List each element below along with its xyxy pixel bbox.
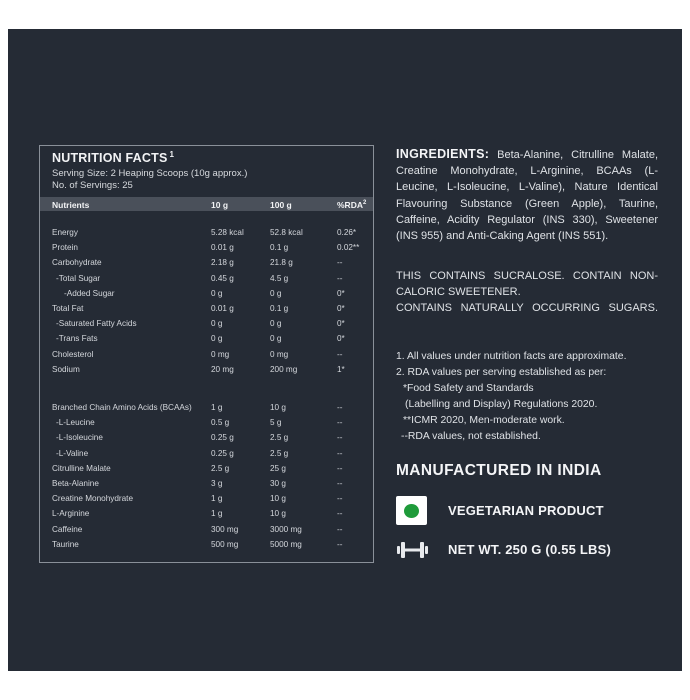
table-row — [40, 432, 373, 446]
value-100g: 2.5 g — [270, 433, 289, 443]
table-row — [40, 349, 373, 363]
note-icmr: **ICMR 2020, Men-moderate work. — [403, 415, 565, 426]
value-10g: 1 g — [211, 494, 223, 504]
table-row — [40, 333, 373, 347]
value-10g: 2.5 g — [211, 463, 230, 473]
table-row — [40, 242, 373, 256]
value-rda: -- — [337, 418, 343, 428]
nutrient-name: -L-Valine — [56, 448, 89, 458]
table-header — [40, 197, 373, 211]
net-weight: NET WT. 250 G (0.55 LBS) — [448, 542, 612, 557]
nutrition-facts-table — [39, 145, 374, 563]
value-10g: 20 mg — [211, 364, 234, 374]
ingredients-text: INGREDIENTS: Beta-Alanine, Citrulline Malate, Creatine Monohydrate, L-Arginine, BCAAs (L-Leucine, L-Isoleucine, L-Valine), Nature Identical Flavouring Substance (Green Apple), Taurine, Caffeine, Acidity Regulator (INS 330), Sweetener (INS 955) and Anti-Caking Agent (INS 551). — [396, 147, 658, 243]
dumbbell-icon — [396, 540, 429, 560]
nutrient-name: Citrulline Malate — [52, 463, 111, 473]
nutrient-name: -L-Leucine — [56, 418, 95, 428]
sugars-warning: CONTAINS NATURALLY OCCURRING SUGARS. — [396, 302, 658, 314]
note-rda-not-established: --RDA values, not established. — [401, 431, 541, 442]
value-10g: 0.01 g — [211, 243, 234, 253]
table-row — [40, 417, 373, 431]
value-rda: 0* — [337, 334, 345, 344]
value-100g: 4.5 g — [270, 273, 289, 283]
manufactured-in-india: MANUFACTURED IN INDIA — [396, 462, 602, 479]
value-100g: 5 g — [270, 418, 282, 428]
value-rda: -- — [337, 448, 343, 458]
value-rda: -- — [337, 273, 343, 283]
nutrient-name: Branched Chain Amino Acids (BCAAs) — [52, 403, 192, 412]
table-row — [40, 508, 373, 522]
value-100g: 0 mg — [270, 349, 289, 359]
note-regulations: (Labelling and Display) Regulations 2020. — [405, 399, 598, 410]
sucralose-warning: THIS CONTAINS SUCRALOSE. CONTAIN NON-CALORIC SWEETENER. — [396, 270, 658, 298]
veg-mark-icon — [396, 496, 427, 525]
nutrient-name: Carbohydrate — [52, 258, 102, 268]
table-row — [40, 318, 373, 332]
value-rda: -- — [337, 494, 343, 504]
table-row — [40, 478, 373, 492]
value-10g: 0 g — [211, 288, 223, 298]
header-rda: %RDA$^2$ — [337, 200, 367, 210]
serving-size: Serving Size: 2 Heaping Scoops (10g approx.) — [52, 168, 248, 179]
table-row — [40, 257, 373, 271]
nutrient-name: -L-Isoleucine — [56, 433, 103, 443]
table-row — [40, 524, 373, 538]
table-row — [40, 288, 373, 302]
value-10g: 500 mg — [211, 539, 239, 549]
header-10g: 10 g — [211, 200, 229, 210]
value-rda: -- — [337, 463, 343, 473]
table-row — [40, 463, 373, 477]
nutrient-name: Cholesterol — [52, 349, 94, 359]
nutrient-name: Sodium — [52, 364, 80, 374]
value-100g: 200 mg — [270, 364, 298, 374]
value-10g: 2.18 g — [211, 258, 234, 268]
value-rda: -- — [337, 539, 343, 549]
header-nutrients: Nutrients — [52, 200, 90, 210]
value-rda: -- — [337, 524, 343, 534]
nutrient-name: -Saturated Fatty Acids — [56, 319, 137, 329]
ingredients-label: INGREDIENTS: — [396, 147, 490, 161]
value-100g: 30 g — [270, 479, 286, 488]
nutrition-title: NUTRITION FACTS $^1$ — [52, 150, 175, 166]
vegetarian-label: VEGETARIAN PRODUCT — [448, 503, 604, 518]
value-100g: 0 g — [270, 288, 282, 298]
note-2: 2. RDA values per serving established as per: — [396, 367, 607, 378]
value-rda: 0.02** — [337, 243, 360, 253]
table-row — [40, 364, 373, 378]
value-100g: 0.1 g — [270, 304, 289, 313]
value-100g: 10 g — [270, 403, 286, 412]
value-100g: 5000 mg — [270, 539, 302, 549]
value-rda: -- — [337, 433, 343, 443]
table-row — [40, 539, 373, 553]
nutrient-name: -Total Sugar — [56, 273, 101, 283]
nutrient-name: -Trans Fats — [56, 334, 98, 344]
value-rda: 0* — [337, 288, 345, 298]
value-10g: 5.28 kcal — [211, 228, 244, 237]
value-10g: 0.45 g — [211, 273, 234, 283]
value-rda: -- — [337, 258, 343, 268]
value-100g: 3000 mg — [270, 524, 302, 534]
table-row — [40, 303, 373, 317]
value-100g: 2.5 g — [270, 448, 289, 458]
value-100g: 25 g — [270, 463, 286, 473]
nutrient-name: Protein — [52, 243, 78, 253]
value-10g: 0.01 g — [211, 304, 234, 313]
value-rda: -- — [337, 479, 343, 488]
value-rda: 0.26* — [337, 228, 357, 237]
value-rda: 0* — [337, 304, 345, 313]
value-100g: 10 g — [270, 509, 286, 519]
value-100g: 10 g — [270, 494, 286, 504]
nutrient-name: L-Arginine — [52, 509, 90, 519]
nutrient-name: -Added Sugar — [64, 288, 115, 298]
value-10g: 0.5 g — [211, 418, 230, 428]
table-row — [40, 493, 373, 507]
value-rda: 0* — [337, 319, 345, 329]
value-100g: 0 g — [270, 334, 282, 344]
value-10g: 0.25 g — [211, 433, 234, 443]
value-10g: 1 g — [211, 403, 223, 412]
value-rda: -- — [337, 349, 343, 359]
table-row — [40, 448, 373, 462]
note-1: 1. All values under nutrition facts are approximate. — [396, 351, 627, 362]
value-100g: 0 g — [270, 319, 282, 329]
value-10g: 0 g — [211, 319, 223, 329]
value-rda: -- — [337, 403, 343, 412]
value-rda: -- — [337, 509, 343, 519]
value-10g: 0 g — [211, 334, 223, 344]
value-10g: 300 mg — [211, 524, 239, 534]
nutrient-name: Beta-Alanine — [52, 479, 99, 488]
table-row — [40, 402, 373, 416]
nutrient-name: Creatine Monohydrate — [52, 494, 134, 504]
nutrient-name: Caffeine — [52, 524, 83, 534]
table-row — [40, 227, 373, 241]
note-fssai: *Food Safety and Standards — [403, 383, 534, 394]
nutrient-name: Total Fat — [52, 304, 84, 313]
value-100g: 21.8 g — [270, 258, 293, 268]
value-rda: 1* — [337, 364, 345, 374]
value-10g: 0.25 g — [211, 448, 234, 458]
header-100g: 100 g — [270, 200, 292, 210]
value-10g: 3 g — [211, 479, 223, 488]
nutrient-name: Taurine — [52, 539, 79, 549]
value-10g: 1 g — [211, 509, 223, 519]
nutrient-name: Energy — [52, 228, 78, 237]
servings-count: No. of Servings: 25 — [52, 180, 133, 191]
value-100g: 52.8 kcal — [270, 228, 303, 237]
value-100g: 0.1 g — [270, 243, 289, 253]
value-10g: 0 mg — [211, 349, 230, 359]
table-row — [40, 273, 373, 287]
